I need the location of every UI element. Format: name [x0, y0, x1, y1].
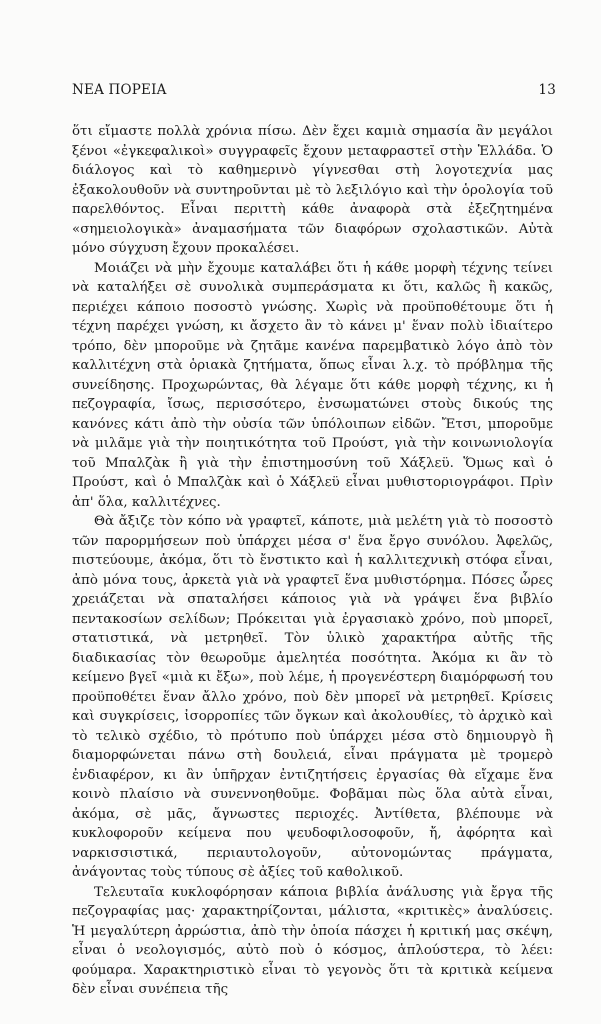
running-header — [72, 82, 556, 100]
paragraph: Τελευταῖα κυκλοφόρησαν κάποια βιβλία ἀνάλυσης γιὰ ἔργα τῆς πεζογραφίας μας· χαρακτηρίζονται, μάλιστα, «κριτικὲς» ἀναλύσεις. Ἡ μεγαλύτερη ἀρρώστια, ἀπὸ τὴν ὁποία πάσχει ἡ κριτική μας σκέψη, εἶναι ὁ νεολογισμός, αὐτὸ ποὺ ὁ κόσμος, ἁπλούστερα, τὸ λέει: φούμαρα. Χαρακτηριστικὸ εἶναι τὸ γεγονὸς ὅτι τὰ κριτικὰ κείμενα δὲν εἶναι συνέπεια τῆς — [72, 884, 553, 997]
page-number: 13 — [538, 82, 556, 98]
paragraph: Θὰ ἄξιζε τὸν κόπο νὰ γραφτεῖ, κάποτε, μιὰ μελέτη γιὰ τὸ ποσοστὸ τῶν παρορμήσεων ποὺ ὑπάρχει μέσα σ' ἕνα ἔργο συνόλου. Ἀφελῶς, πιστεύουμε, ἀκόμα, ὅτι τὸ ἔνστικτο καὶ ἡ καλλιτεχνικὴ στόφα εἶναι, ἀπὸ μόνα τους, ἀρκετὰ γιὰ νὰ γραφτεῖ ἕνα μυθιστόρημα. Πόσες ὧρες χρειάζεται νὰ σπαταλήσει κάποιος γιὰ νὰ γράψει ἕνα βιβλίο πεντακοσίων σελίδων; Πρόκειται γιὰ ἐργασιακὸ χρόνο, ποὺ μπορεῖ, στατιστικά, νὰ μετρηθεῖ. Τὸν ὑλικὸ χαρακτήρα αὐτῆς τῆς διαδικασίας τὸν θεωροῦμε ἀμελητέα ποσότητα. Ἀκόμα κι ἂν τὸ κείμενο βγεῖ «μιὰ κι ἔξω», ποὺ λέμε, ἡ προγενέστερη διαμόρφωσή του προϋποθέτει ἕναν ἄλλο χρόνο, ποὺ δὲν μπορεῖ νὰ μετρηθεῖ. Κρίσεις καὶ συγκρίσεις, ἰσορροπίες τῶν ὄγκων καὶ ἀκολουθίες, τὸ ἀρχικὸ καὶ τὸ τελικὸ σχέδιο, τὸ πρότυπο ποὺ ὑπάρχει μέσα στὸ δημιουργὸ ἢ διαμορφώνεται πάνω στὴ δουλειά, εἶναι πράγματα μὲ τρομερὸ ἐνδιαφέρον, κι ἂν ὑπῆρχαν ἐντιζητήσεις ἐργασίας θὰ εἴχαμε ἕνα κοινὸ πλαίσιο νὰ συνεννοηθοῦμε. Φοβᾶμαι πὼς ὅλα αὐτὰ εἶναι, ἀκόμα, σὲ μᾶς, ἄγνωστες περιοχές. Ἀντίθετα, βλέπουμε νὰ κυκλοφοροῦν κείμενα που ψευδοφιλοσοφοῦν, ἤ, ἀφόρητα καὶ ναρκισσιστικά, περιαυτολογοῦν, αὐτονομώντας πράγματα, ἀνάγοντας τοὺς τύπους σὲ ἀξίες τοῦ καθολικοῦ. — [72, 514, 553, 880]
paragraph-continued: ὅτι εἴμαστε πολλὰ χρόνια πίσω. Δὲν ἔχει καμιὰ σημασία ἂν μεγάλοι ξένοι «ἐγκεφαλικοὶ» συγγραφεῖς ἔχουν μεταφραστεῖ στὴν Ἑλλάδα. Ὁ διάλογος καὶ τὸ καθημερινὸ γίγνεσθαι στὴ λογοτεχνία μας ἐξακολουθοῦν νὰ συντηροῦνται μὲ τὸ λεξιλόγιο καὶ τὴν ὁρολογία τοῦ παρελθόντος. Εἶναι περιττὴ κάθε ἀναφορὰ στὰ ἐξεζητημένα «σημειολογικὰ» ἀναμασήματα τῶν διαφόρων σχολαστικῶν. Αὐτὰ μόνο σύγχυση ἔχουν προκαλέσει. — [72, 124, 553, 256]
journal-title: ΝΕΑ ΠΟΡΕΙΑ — [72, 82, 167, 98]
article-body — [72, 122, 553, 1000]
paragraph: Μοιάζει νὰ μὴν ἔχουμε καταλάβει ὅτι ἡ κάθε μορφὴ τέχνης τείνει νὰ καταλήξει σὲ συνολικὰ συμπεράσματα κι ὅτι, καλῶς ἢ κακῶς, περιέχει κάποιο ποσοστὸ γνώσης. Χωρὶς νὰ προϋποθέτουμε ὅτι ἡ τέχνη παρέχει γνώση, κι ἄσχετο ἂν τὸ κάνει μ' ἕναν πολὺ ἰδιαίτερο τρόπο, δὲν μποροῦμε νὰ ζητᾶμε κανένα παρεμβατικὸ λόγο ἀπὸ τὸν καλλιτέχνη στὰ ὁριακὰ ζητήματα, ὅπως εἶναι λ.χ. τὸ πρόβλημα τῆς συνείδησης. Προχωρώντας, θὰ λέγαμε ὅτι κάθε μορφὴ τέχνης, κι ἡ πεζογραφία, ἴσως, περισσότερο, ἐνσωματώνει στοὺς δικούς της κανόνες κάτι ἀπὸ τὴν οὐσία τῶν ὑπόλοιπων εἰδῶν. Ἔτσι, μποροῦμε νὰ μιλᾶμε γιὰ τὴν ποιητικότητα τοῦ Προύστ, γιὰ τὴν κοινωνιολογία τοῦ Μπαλζὰκ ἢ γιὰ τὴν ἐπιστημοσύνη τοῦ Χάξλεϋ. Ὅμως καὶ ὁ Προύστ, καὶ ὁ Μπαλζὰκ καὶ ὁ Χάξλεϋ εἶναι μυθιστοριογράφοι. Πρὶν ἀπ' ὅλα, καλλιτέχνες. — [72, 260, 553, 510]
